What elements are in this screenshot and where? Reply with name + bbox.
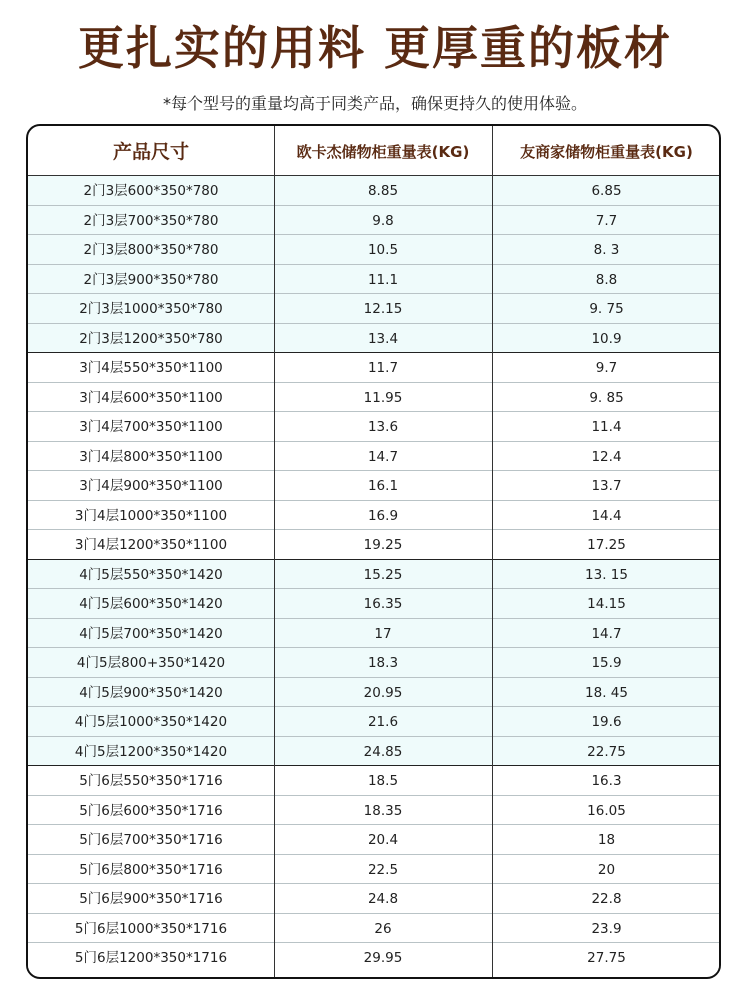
table-row	[28, 442, 719, 472]
cell-competitor-weight: 14.15	[587, 596, 626, 612]
table-row	[28, 471, 719, 501]
cell-brand-weight: 20.95	[363, 684, 403, 701]
table-row	[28, 589, 719, 619]
column-divider	[492, 126, 493, 977]
cell-product-size: 3门4层1000*350*1100	[74, 507, 228, 524]
page-subtitle: *每个型号的重量均高于同类产品，确保更持久的使用体验。	[162, 94, 587, 113]
cell-competitor-weight: 18. 45	[585, 684, 628, 701]
cell-competitor-weight: 16.05	[587, 802, 626, 819]
table-row	[28, 796, 719, 826]
cell-brand-weight: 18.5	[367, 773, 399, 789]
table-row	[28, 914, 719, 944]
cell-competitor-weight: 9. 75	[589, 301, 624, 317]
cell-brand-weight: 29.95	[363, 950, 403, 966]
cell-product-size: 2门3层600*350*780	[83, 183, 219, 199]
cell-brand-weight: 18.35	[363, 802, 403, 819]
cell-competitor-weight: 27.75	[587, 950, 626, 966]
cell-brand-weight: 18.3	[367, 655, 399, 671]
cell-brand-weight: 11.95	[363, 389, 403, 406]
cell-brand-weight: 15.25	[363, 566, 403, 583]
cell-product-size: 4门5层1000*350*1420	[74, 714, 228, 730]
cell-competitor-weight: 10.9	[591, 330, 622, 347]
cell-brand-weight: 12.15	[363, 301, 403, 317]
cell-product-size: 2门3层900*350*780	[83, 271, 219, 288]
cell-product-size: 3门4层800*350*1100	[79, 448, 223, 465]
cell-competitor-weight: 8.8	[595, 271, 618, 288]
cell-brand-weight: 26	[374, 920, 392, 937]
cell-brand-weight: 20.4	[367, 832, 399, 848]
cell-competitor-weight: 19.6	[591, 714, 622, 730]
cell-brand-weight: 16.9	[367, 507, 399, 524]
table-row	[28, 206, 719, 236]
cell-product-size: 3门4层1200*350*1100	[74, 537, 228, 553]
cell-product-size: 5门6层600*350*1716	[79, 802, 223, 819]
cell-product-size: 2门3层700*350*780	[83, 212, 219, 229]
cell-brand-weight: 22.5	[367, 861, 399, 878]
table-row	[28, 648, 719, 678]
cell-product-size: 4门5层550*350*1420	[79, 566, 223, 583]
table-body	[28, 176, 719, 973]
cell-product-size: 5门6层700*350*1716	[79, 832, 223, 848]
table-row	[28, 707, 719, 737]
cell-competitor-weight: 9.7	[595, 360, 618, 376]
table-row	[28, 530, 719, 560]
cell-competitor-weight: 14.4	[591, 507, 622, 524]
cell-brand-weight: 24.8	[367, 891, 399, 907]
table-row	[28, 294, 719, 324]
header-brand-weight: 欧卡杰储物柜重量表(KG)	[296, 143, 470, 161]
cell-competitor-weight: 7.7	[595, 212, 618, 229]
cell-product-size: 2门3层800*350*780	[83, 242, 219, 258]
cell-product-size: 5门6层1000*350*1716	[74, 920, 228, 937]
table-row	[28, 265, 719, 295]
column-divider	[274, 126, 275, 977]
cell-competitor-weight: 13. 15	[585, 566, 628, 583]
table-row	[28, 619, 719, 649]
table-row	[28, 766, 719, 796]
cell-brand-weight: 10.5	[367, 242, 399, 258]
cell-competitor-weight: 23.9	[591, 920, 622, 937]
cell-product-size: 4门5层800+350*1420	[76, 655, 226, 671]
cell-product-size: 5门6层1200*350*1716	[74, 950, 228, 966]
cell-product-size: 2门3层1200*350*780	[79, 330, 223, 347]
cell-product-size: 2门3层1000*350*780	[79, 301, 223, 317]
header-competitor-weight: 友商家储物柜重量表(KG)	[520, 143, 693, 161]
cell-brand-weight: 14.7	[367, 448, 399, 465]
cell-competitor-weight: 11.4	[591, 419, 622, 435]
cell-product-size: 4门5层600*350*1420	[79, 596, 223, 612]
cell-competitor-weight: 15.9	[591, 655, 622, 671]
cell-product-size: 3门4层700*350*1100	[79, 419, 223, 435]
cell-competitor-weight: 13.7	[591, 478, 622, 494]
table-row	[28, 855, 719, 885]
cell-brand-weight: 19.25	[363, 537, 403, 553]
cell-product-size: 3门4层550*350*1100	[79, 360, 223, 376]
table-row	[28, 737, 719, 767]
cell-product-size: 4门5层1200*350*1420	[74, 743, 228, 760]
table-row	[28, 678, 719, 708]
table-row	[28, 324, 719, 354]
cell-competitor-weight: 12.4	[591, 448, 622, 465]
cell-brand-weight: 11.7	[367, 360, 399, 376]
cell-brand-weight: 17	[374, 625, 392, 642]
cell-product-size: 5门6层550*350*1716	[79, 773, 223, 789]
cell-brand-weight: 24.85	[363, 743, 403, 760]
cell-product-size: 5门6层900*350*1716	[79, 891, 223, 907]
cell-brand-weight: 9.8	[372, 212, 394, 229]
cell-competitor-weight: 22.8	[591, 891, 622, 907]
cell-brand-weight: 13.4	[367, 330, 399, 347]
cell-brand-weight: 21.6	[367, 714, 399, 730]
table-row	[28, 353, 719, 383]
cell-product-size: 3门4层600*350*1100	[79, 389, 223, 406]
cell-competitor-weight: 9. 85	[589, 389, 624, 406]
table-row	[28, 825, 719, 855]
cell-competitor-weight: 14.7	[591, 625, 622, 642]
cell-competitor-weight: 6.85	[591, 183, 622, 199]
table-row	[28, 943, 719, 973]
cell-competitor-weight: 17.25	[587, 537, 626, 553]
table-row	[28, 560, 719, 590]
table-row	[28, 235, 719, 265]
table-row	[28, 501, 719, 531]
cell-competitor-weight: 18	[597, 832, 616, 848]
cell-competitor-weight: 8. 3	[593, 242, 620, 258]
cell-brand-weight: 13.6	[367, 419, 399, 435]
table-header	[28, 126, 719, 176]
cell-brand-weight: 11.1	[367, 271, 399, 288]
table-row	[28, 176, 719, 206]
table-row	[28, 412, 719, 442]
cell-brand-weight: 16.1	[367, 478, 399, 494]
header-product-size: 产品尺寸	[112, 141, 189, 163]
cell-competitor-weight: 20	[597, 861, 616, 878]
cell-brand-weight: 8.85	[367, 183, 399, 199]
cell-competitor-weight: 22.75	[587, 743, 626, 760]
cell-product-size: 4门5层900*350*1420	[79, 684, 223, 701]
cell-competitor-weight: 16.3	[591, 773, 622, 789]
table-row	[28, 383, 719, 413]
cell-product-size: 4门5层700*350*1420	[79, 625, 223, 642]
cell-brand-weight: 16.35	[363, 596, 403, 612]
weight-comparison-table	[26, 124, 721, 979]
page-title: 更扎实的用料 更厚重的板材	[77, 21, 672, 75]
cell-product-size: 3门4层900*350*1100	[79, 478, 223, 494]
table-row	[28, 884, 719, 914]
cell-product-size: 5门6层800*350*1716	[79, 861, 223, 878]
